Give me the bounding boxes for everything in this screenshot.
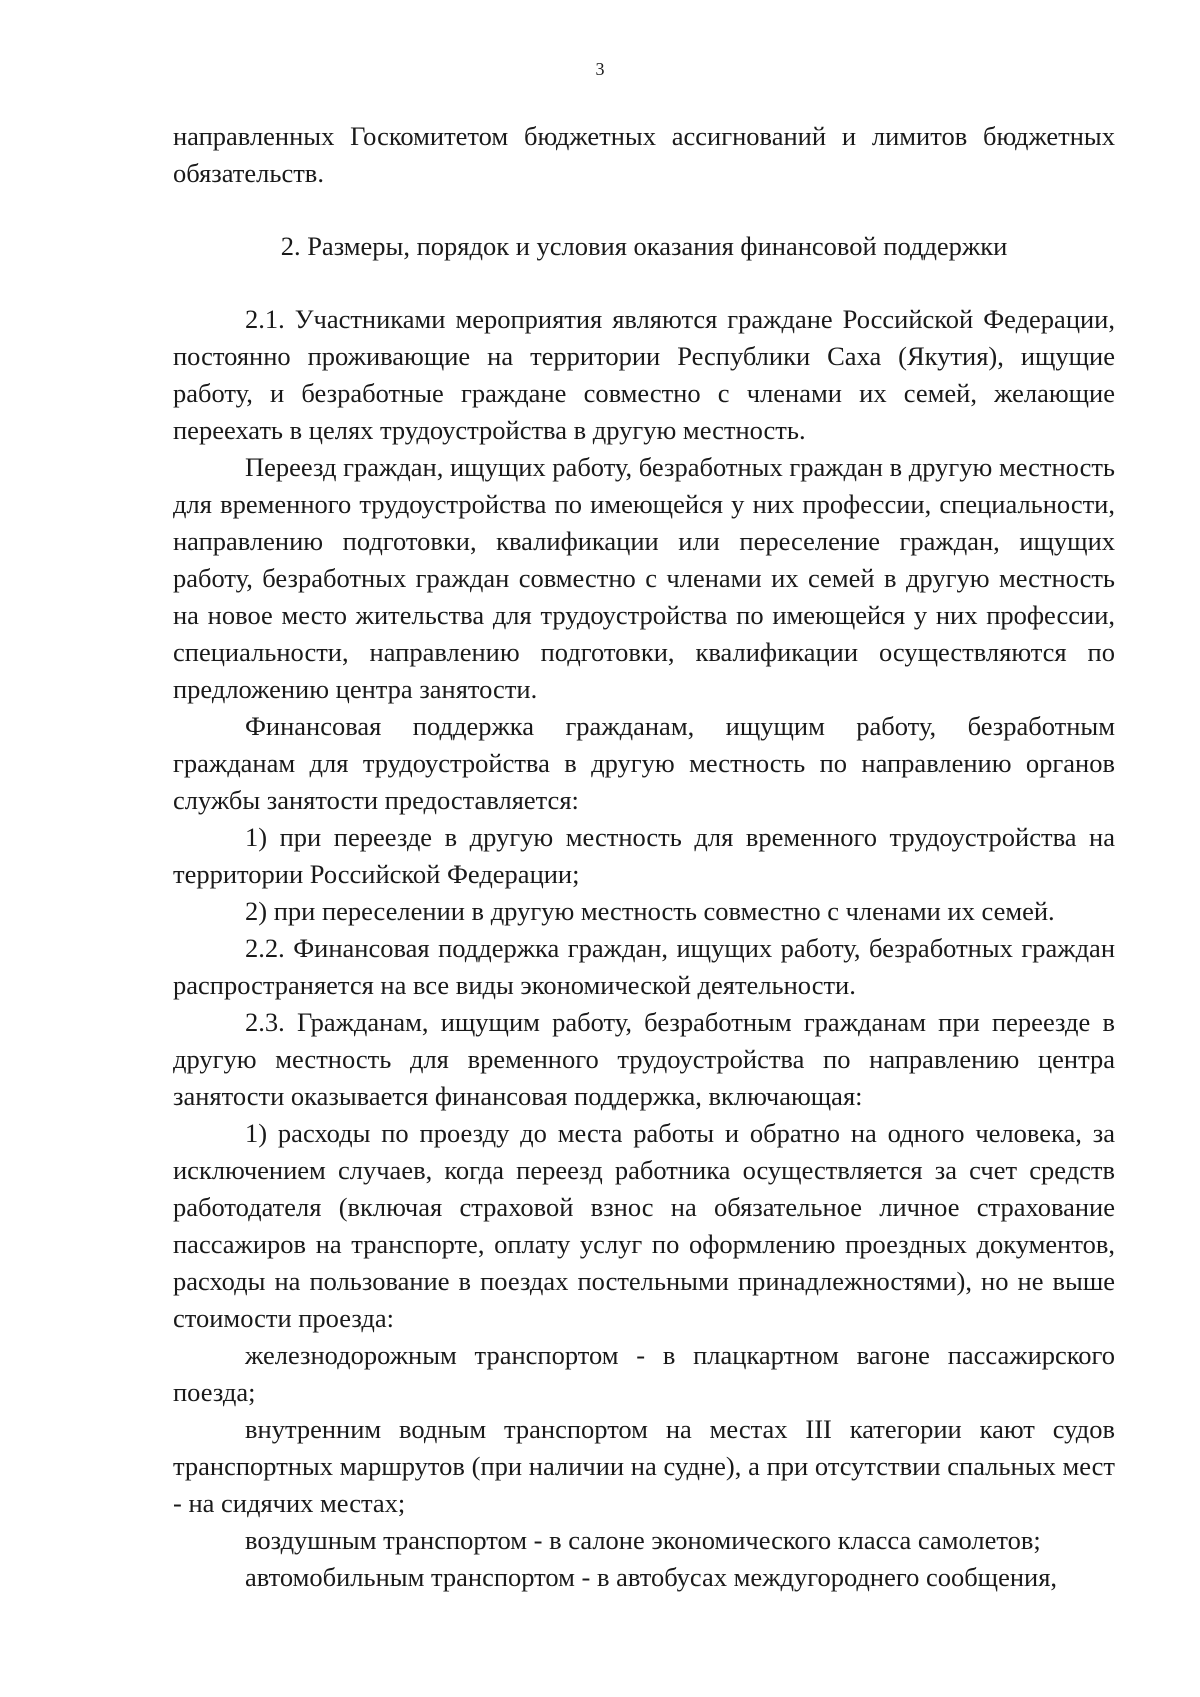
page-number: 3: [595, 59, 605, 79]
list-item-2: 2) при переселении в другую местность совместно с членами их семей.: [245, 896, 1055, 926]
transport-air: воздушным транспортом - в салоне экономического класса самолетов;: [245, 1525, 1041, 1555]
document-body: [173, 118, 1115, 1596]
paragraph-2-2: 2.2. Финансовая поддержка граждан, ищущих работу, безработных граждан распространяется на все виды экономической деятельности.: [173, 933, 1115, 1000]
paragraph-2-3: 2.3. Гражданам, ищущим работу, безработным гражданам при переезде в другую местность для временного трудоустройства по направлению центра занятости оказывается финансовая поддержка, включающая:: [173, 1007, 1115, 1111]
paragraph-continuation: направленных Госкомитетом бюджетных ассигнований и лимитов бюджетных обязательств.: [173, 121, 1115, 188]
paragraph-relocation: Переезд граждан, ищущих работу, безработных граждан в другую местность для временного трудоустройства по имеющейся у них профессии, специальности, направлению подготовки, квалификации или переселение граждан, ищущих работу, безработных граждан совместно с членами их семей в другую местность на новое место жительства для трудоустройства по имеющейся у них профессии, специальности, направлению подготовки, квалификации осуществляются по предложению центра занятости.: [173, 452, 1115, 704]
paragraph-financial-support: Финансовая поддержка гражданам, ищущим работу, безработным гражданам для трудоустройства в другую местность по направлению органов службы занятости предоставляется:: [173, 711, 1115, 815]
list-item-travel-expenses: 1) расходы по проезду до места работы и обратно на одного человека, за исключением случаев, когда переезд работника осуществляется за счет средств работодателя (включая страховой взнос на обязательное личное страхование пассажиров на транспорте, оплату услуг по оформлению проездных документов, расходы на пользование в поездах постельными принадлежностями), но не выше стоимости проезда:: [173, 1118, 1115, 1333]
section-heading: 2. Размеры, порядок и условия оказания финансовой поддержки: [280, 231, 1008, 261]
transport-water: внутренним водным транспортом на местах III категории кают судов транспортных маршрутов (при наличии на судне), а при отсутствии спальных мест - на сидячих местах;: [173, 1414, 1115, 1518]
transport-railway: железнодорожным транспортом - в плацкартном вагоне пассажирского поезда;: [173, 1340, 1115, 1407]
transport-road: автомобильным транспортом - в автобусах междугороднего сообщения,: [245, 1562, 1058, 1592]
list-item-1: 1) при переезде в другую местность для временного трудоустройства на территории Российской Федерации;: [173, 822, 1115, 889]
paragraph-2-1: 2.1. Участниками мероприятия являются граждане Российской Федерации, постоянно проживающие на территории Республики Саха (Якутия), ищущие работу, и безработные граждане совместно с членами их семей, желающие переехать в целях трудоустройства в другую местность.: [173, 304, 1115, 445]
